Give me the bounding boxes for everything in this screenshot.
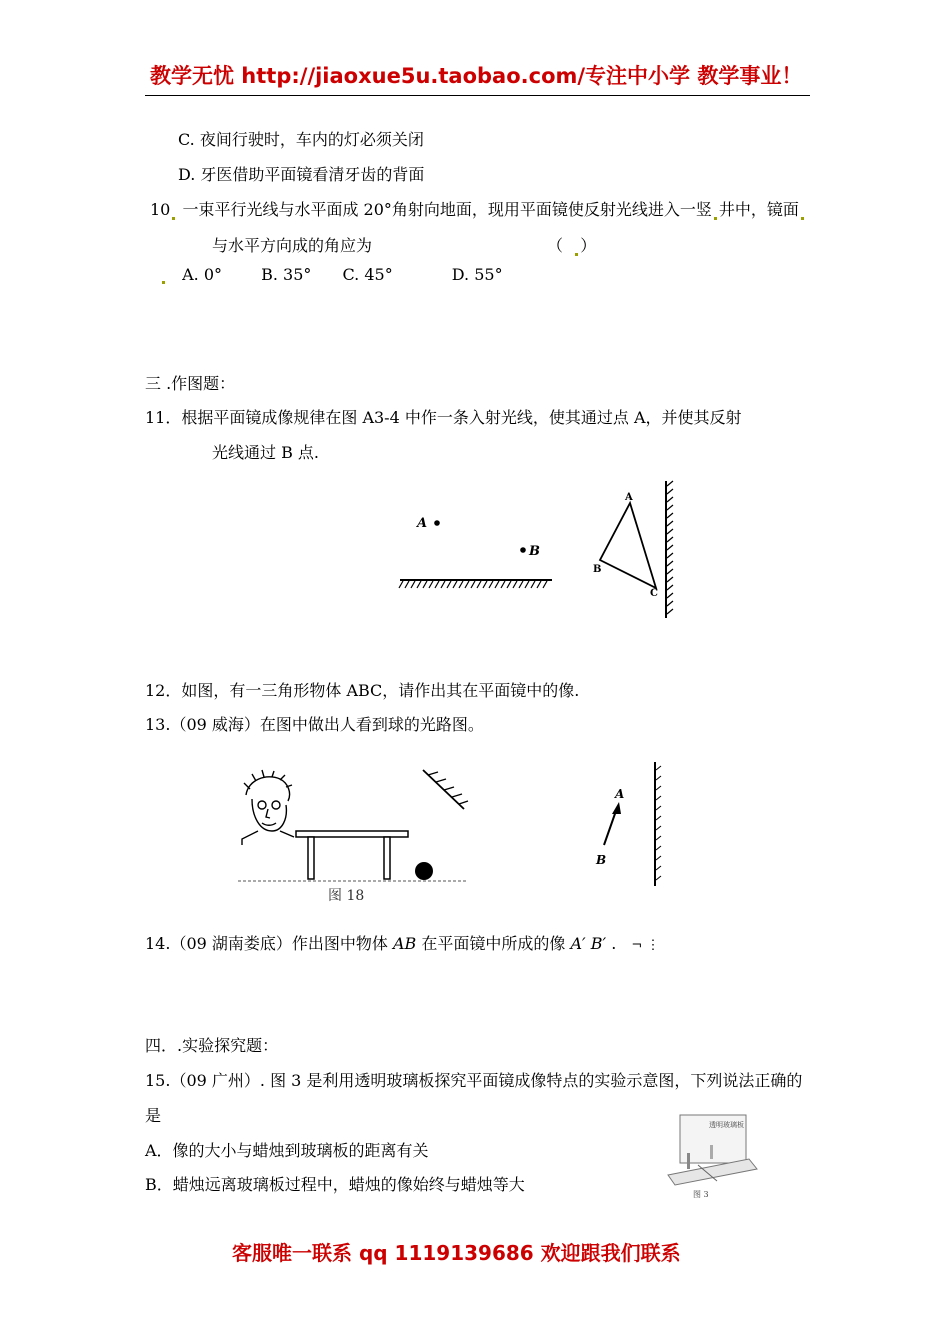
table-top (296, 831, 408, 837)
section4-title: 四．.实验探究题： (145, 1036, 279, 1055)
point-a-dot (434, 520, 440, 526)
q10-line2: 与水平方向成的角应为 (212, 236, 373, 255)
person-drawing (242, 770, 294, 845)
q11-line2: 光线通过 B 点. (212, 443, 320, 462)
mirror-hatching (399, 581, 547, 588)
footer-contact: 客服唯一联系 qq 1119139686 欢迎跟我们联系 (232, 1241, 681, 1265)
q9-option-d: D. 牙医借助平面镜看清牙齿的背面 (178, 165, 425, 184)
arrow-head (612, 802, 621, 814)
q10-option-a: A. 0° (182, 265, 222, 284)
q10-number: 10 (150, 200, 171, 219)
slanted-mirror-hatching (428, 772, 468, 804)
table-leg-left (308, 837, 314, 879)
slanted-mirror (423, 770, 464, 809)
q10-option-d: D. 55° (451, 265, 503, 284)
ball (415, 862, 433, 880)
point-b-label: B (529, 544, 540, 559)
q10-option-b: B. 35° (261, 265, 312, 284)
q10-text-line1b: 井中，镜面 (718, 200, 799, 219)
vertical-mirror-q14-hatching (656, 766, 661, 880)
figure-q13 (238, 765, 470, 905)
q15-option-a: A．像的大小与蜡烛到玻璃板的距离有关 (145, 1141, 429, 1160)
vertex-b-label: B (593, 564, 602, 575)
section3-title: 三 .作图题： (145, 374, 236, 393)
figure-q15 (665, 1113, 760, 1201)
table-leg-right (384, 837, 390, 879)
q10-option-c: C. 45° (342, 265, 393, 284)
header-rule (145, 95, 810, 96)
arrow-label-a: A (615, 787, 625, 801)
candle-image (710, 1145, 713, 1159)
q15-line1: 15.（09 广州）. 图 3 是利用透明玻璃板探究平面镜成像特点的实验示意图，下列说法正确的 (145, 1071, 803, 1090)
q10-text-line1: 一束平行光线与水平面成 20°角射向地面，现用平面镜使反射光线进入一竖 (182, 200, 712, 219)
q15-option-b: B．蜡烛远离玻璃板过程中，蜡烛的像始终与蜡烛等大 (145, 1175, 525, 1194)
point-b-dot (520, 547, 526, 553)
vertical-mirror-hatching (667, 481, 673, 614)
q10-answer-paren: （ ） (547, 236, 597, 255)
header-banner: 教学无忧 http://jiaoxue5u.taobao.com/专注中小学 教学事业！ (150, 64, 803, 88)
figure-q14 (590, 760, 670, 890)
q15-line2: 是 (145, 1106, 162, 1125)
q9-option-c: C. 夜间行驶时，车内的灯必须关闭 (178, 130, 424, 149)
q11-line1: 11．根据平面镜成像规律在图 A3-4 中作一条入射光线，使其通过点 A，并使其反射 (145, 408, 742, 427)
vertex-a-label: A (625, 492, 633, 503)
q10-options (160, 265, 503, 284)
glass-plate-label: 透明玻璃板 (709, 1121, 744, 1129)
q12-text: 12．如图，有一三角形物体 ABC，请作出其在平面镜中的像. (145, 681, 580, 700)
q10-line1 (150, 197, 806, 220)
figure-q11 (395, 505, 560, 595)
figure-q12 (588, 478, 678, 620)
figure-3-caption: 图 3 (693, 1190, 709, 1199)
triangle-abc (600, 503, 656, 588)
q14-text: 14.（09 湖南娄底）作出图中物体 AB 在平面镜中所成的像 A′ B′ . ¬ ⋮ (145, 934, 660, 953)
candle-front (687, 1153, 690, 1169)
vertex-c-label: C (650, 588, 658, 599)
q13-text: 13.（09 威海）在图中做出人看到球的光路图。 (145, 715, 484, 734)
figure-18-caption: 图 18 (328, 888, 365, 904)
arrow-label-b: B (596, 853, 607, 867)
point-a-label: A (417, 516, 428, 531)
